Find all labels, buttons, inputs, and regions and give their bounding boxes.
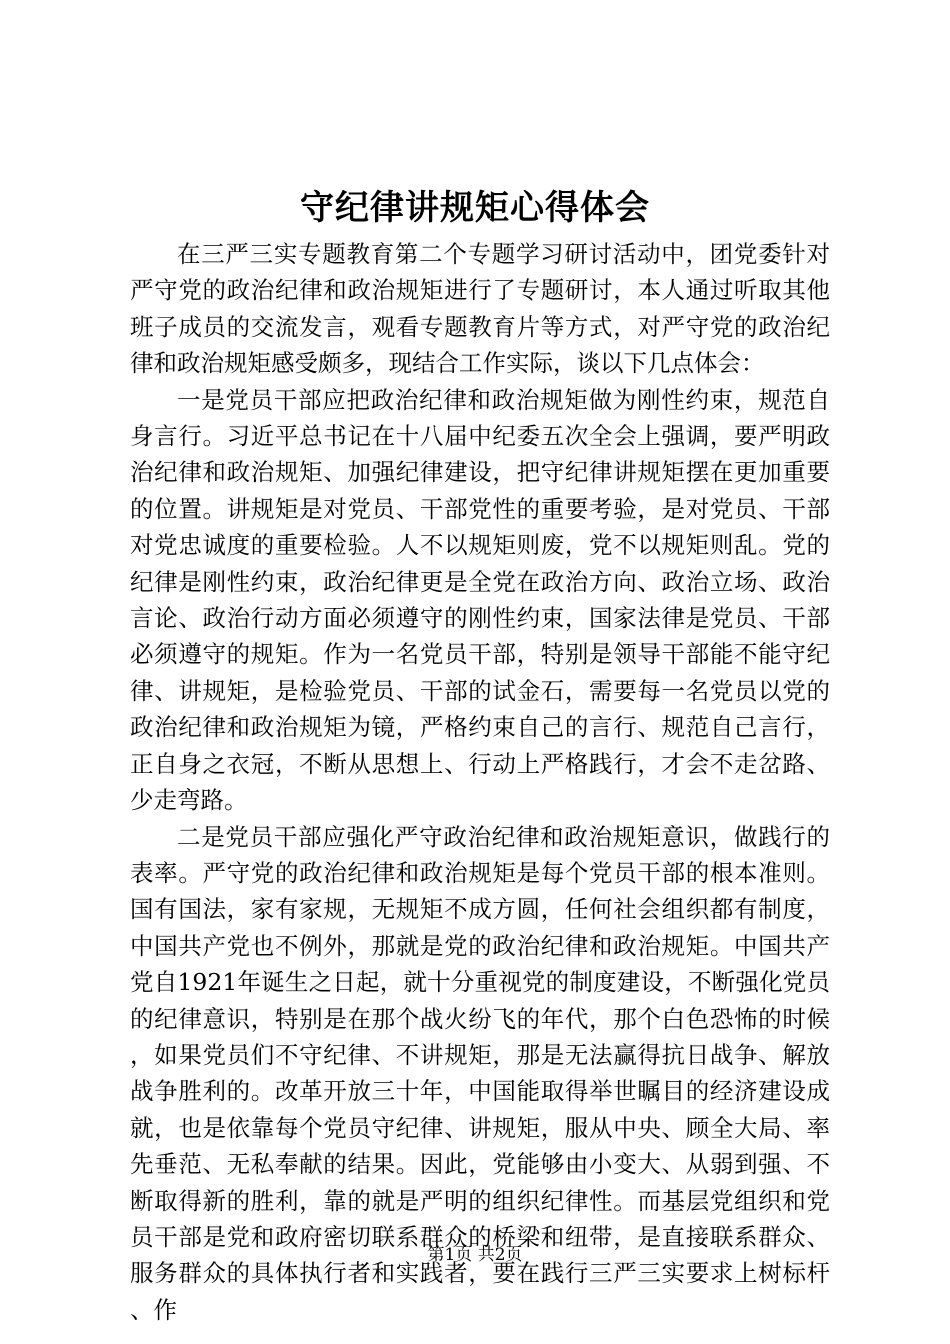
- document-title: 守纪律讲规矩心得体会: [300, 188, 650, 228]
- page-number-footer: 第1页 共2页: [427, 1245, 523, 1265]
- document-body: [130, 236, 830, 1328]
- paragraph-point-two: 二是党员干部应强化严守政治纪律和政治规矩意识，做践行的表率。严守党的政治纪律和政治规矩是每个党员干部的根本准则。国有国法，家有家规，无规矩不成方圆，任何社会组织都有制度，中国共产党也不例外，那就是党的政治纪律和政治规矩。中国共产党自1921年诞生之日起，就十分重视党的制度建设，不断强化党员的纪律意识，特别是在那个战火纷飞的年代，那个白色恐怖的时候，如果党员们不守纪律、不讲规矩，那是无法赢得抗日战争、解放战争胜利的。改革开放三十年，中国能取得举世瞩目的经济建设成就，也是依靠每个党员守纪律、讲规矩，服从中央、顾全大局、率先垂范、无私奉献的结果。因此，党能够由小变大、从弱到强、不断取得新的胜利，靠的就是严明的组织纪律性。而基层党组织和党员干部是党和政府密切联系群众的桥梁和纽带，是直接联系群众、服务群众的具体执行者和实践者，要在践行三严三实要求上树标杆、作: [130, 822, 830, 1324]
- paragraph-point-one: 一是党员干部应把政治纪律和政治规矩做为刚性约束，规范自身言行。习近平总书记在十八届中纪委五次全会上强调，要严明政治纪律和政治规矩、加强纪律建设，把守纪律讲规矩摆在更加重要的位置。讲规矩是对党员、干部党性的重要考验，是对党员、干部对党忠诚度的重要检验。人不以规矩则废，党不以规矩则乱。党的纪律是刚性约束，政治纪律更是全党在政治方向、政治立场、政治言论、政治行动方面必须遵守的刚性约束，国家法律是党员、干部必须遵守的规矩。作为一名党员干部，特别是领导干部能不能守纪律、讲规矩，是检验党员、干部的试金石，需要每一名党员以党的政治纪律和政治规矩为镜，严格约束自己的言行、规范自己言行，正自身之衣冠，不断从思想上、行动上严格践行，才会不走岔路、少走弯路。: [130, 385, 830, 815]
- paragraph-intro: 在三严三实专题教育第二个专题学习研讨活动中，团党委针对严守党的政治纪律和政治规矩进行了专题研讨，本人通过听取其他班子成员的交流发言，观看专题教育片等方式，对严守党的政治纪律和政治规矩感受颇多，现结合工作实际，谈以下几点体会：: [130, 240, 830, 378]
